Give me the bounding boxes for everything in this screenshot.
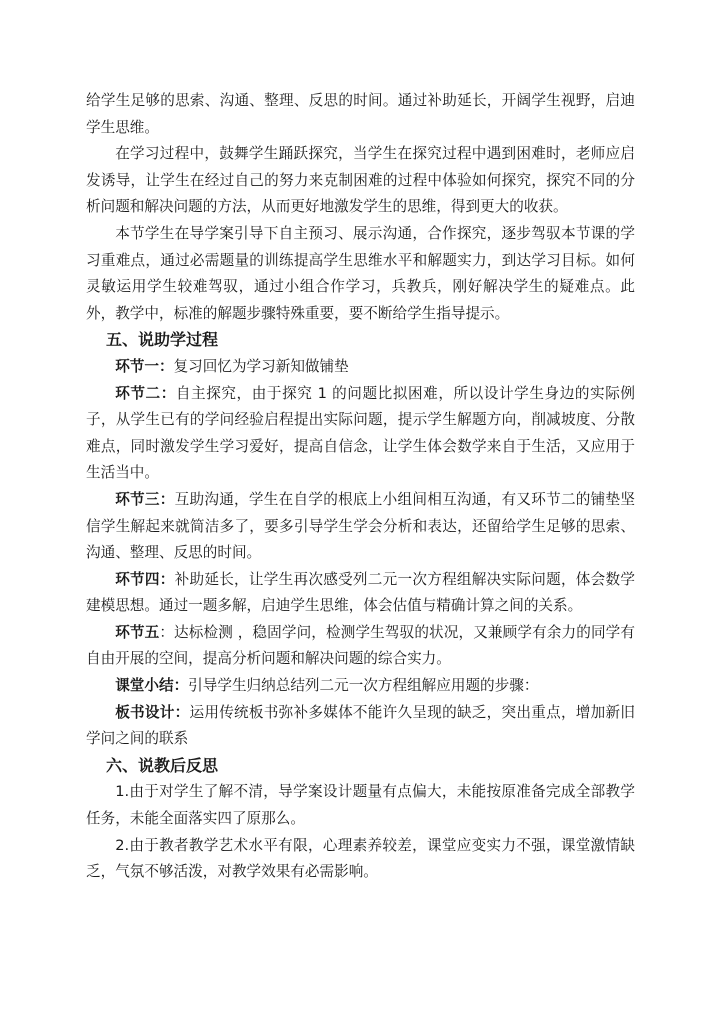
step-item [86, 620, 635, 673]
summary-label: 课堂小结： [115, 677, 189, 695]
step-text: 自主探究，由于探究 1 的问题比拟困难，所以设计学生身边的实际例子，从学生已有的学问经验启程提出实际问题，提示学生解题方向，削减坡度、分散难点，同时激发学生学习爱好，提高自信念，让学生体会数学来自于生活，又应用于生活当中。 [86, 384, 635, 482]
step-label: 环节一： [115, 357, 174, 375]
document-page [86, 88, 635, 886]
step-text: 互助沟通，学生在自学的根底上小组间相互沟通，有又环节二的铺垫坚信学生解起来就简洁多了，要多引导学生学会分析和表达，还留给学生足够的思索、沟通、整理、反思的时间。 [86, 490, 635, 562]
step-item [86, 381, 635, 487]
step-item [86, 567, 635, 620]
step-label: 环节四： [115, 570, 175, 588]
section-heading-5: 五、说助学过程 [106, 330, 219, 350]
step-item [86, 354, 635, 381]
board-design-text: 运用传统板书弥补多媒体不能许久呈现的缺乏，突出重点，增加新旧学问之间的联系 [86, 703, 635, 748]
summary-item [86, 673, 635, 700]
board-design-item [86, 700, 635, 753]
board-design-label: 板书设计： [115, 703, 190, 721]
step-label: 环节三： [115, 490, 175, 508]
step-text: ：达标检测 ，稳固学问，检测学生驾驭的状况，又兼顾学有余力的同学有自由开展的空间，提高分析问题和解决问题的综合实力。 [86, 623, 635, 668]
step-label: 环节二： [115, 384, 176, 402]
step-item [86, 487, 635, 567]
step-text: 补助延长，让学生再次感受列二元一次方程组解决实际问题，体会数学建模思想。通过一题多解，启迪学生思维，体会估值与精确计算之间的关系。 [86, 570, 635, 615]
reflection-item: 2.由于教者教学艺术水平有限，心理素养较差，课堂应变实力不强，课堂激情缺乏，气氛不够活泼，对教学效果有必需影响。 [86, 836, 635, 881]
step-label: 环节五 [115, 623, 160, 641]
reflection-item: 1.由于对学生了解不清，导学案设计题量有点偏大，未能按原准备完成全部教学任务，未能全面落实四了原那么。 [86, 783, 635, 828]
paragraph-continuation: 给学生足够的思索、沟通、整理、反思的时间。通过补助延长，开阔学生视野，启迪学生思维。 [86, 92, 635, 136]
section-heading-6: 六、说教后反思 [106, 755, 219, 775]
paragraph-learning-process: 在学习过程中，鼓舞学生踊跃探究，当学生在探究过程中遇到困难时，老师应启发诱导，让学生在经过自己的努力来克制困难的过程中体验如何探究，探究不同的分析问题和解决问题的方法，从而更好地激发学生的思维，得到更大的收获。 [86, 145, 635, 216]
paragraph-guided-study: 本节学生在导学案引导下自主预习、展示沟通，合作探究，逐步驾驭本节课的学习重难点，通过必需题量的训练提高学生思维水平和解题实力，到达学习目标。如何灵敏运用学生较难驾驭，通过小组合作学习，兵教兵，刚好解决学生的疑难点。此外，教学中，标准的解题步骤特殊重要，要不断给学生指导提示。 [86, 224, 635, 322]
step-text: 复习回忆为学习新知做铺垫 [173, 357, 349, 375]
summary-text: 引导学生归纳总结列二元一次方程组解应用题的步骤： [188, 677, 539, 695]
